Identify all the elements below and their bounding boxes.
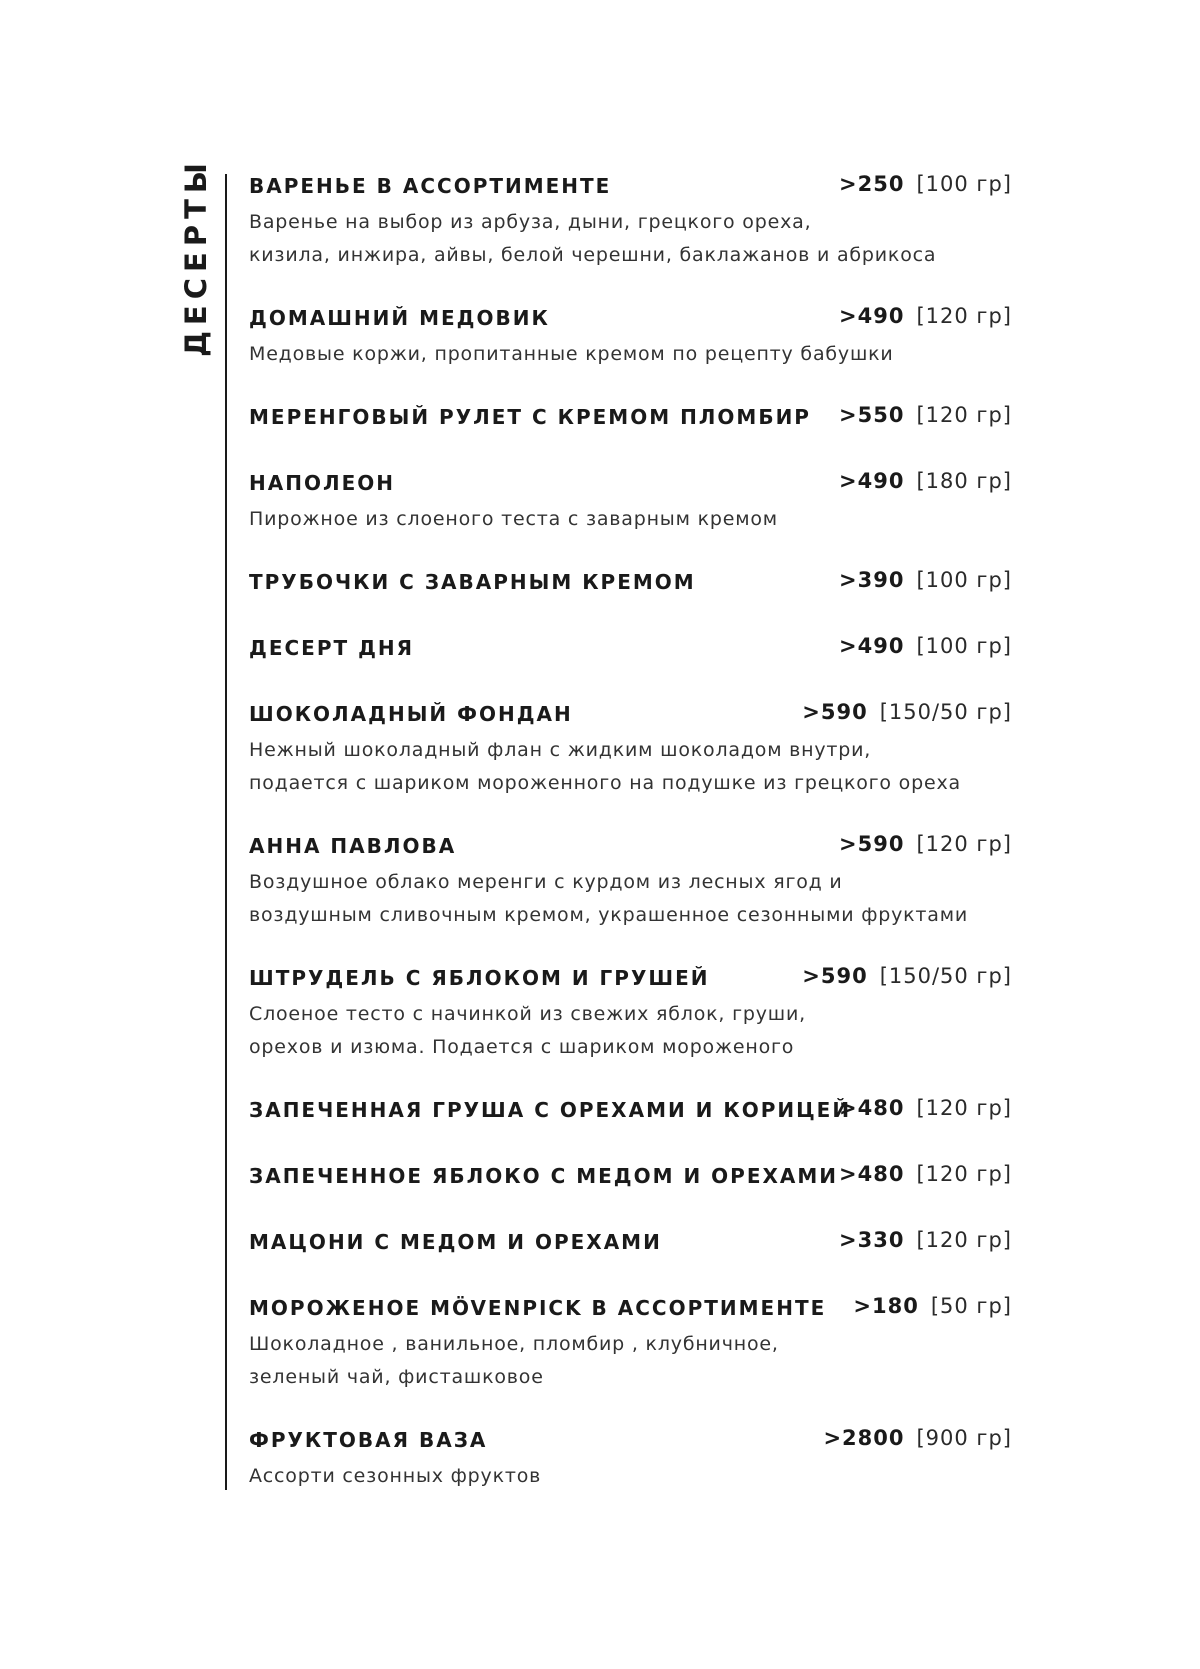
menu-item [249,401,1012,437]
menu-item-price: >390 [839,568,905,592]
menu-item [249,830,1012,932]
menu-item [249,1226,1012,1262]
menu-item-price: >550 [839,403,905,427]
menu-item-description: Шоколадное , ванильное, пломбир , клубничное, [249,1333,779,1355]
menu-item-description: зеленый чай, фисташковое [249,1366,544,1388]
menu-item [249,698,1012,800]
menu-item-price: >180 [853,1294,919,1318]
menu-item-price-group [839,469,1012,493]
menu-item-weight: [100 гр] [916,634,1012,658]
menu-item-price-group [853,1294,1012,1318]
menu-item-price: >490 [839,634,905,658]
menu-item-weight: [120 гр] [916,832,1012,856]
menu-item-header [249,1226,1012,1262]
menu-item-price-group [839,1162,1012,1186]
menu-item [249,170,1012,272]
menu-item [249,1292,1012,1394]
menu-item-price-group [839,172,1012,196]
menu-item-name: АННА ПАВЛОВА [249,834,457,858]
menu-item-description: кизила, инжира, айвы, белой черешни, баклажанов и абрикоса [249,244,937,266]
menu-item-header [249,1292,1012,1328]
menu-item-weight: [120 гр] [916,1096,1012,1120]
menu-item-weight: [120 гр] [916,304,1012,328]
menu-item-price: >480 [839,1162,905,1186]
menu-item-header [249,1424,1012,1460]
menu-item-price-group [839,1096,1012,1120]
menu-item-weight: [120 гр] [916,1228,1012,1252]
vertical-divider [225,174,227,1490]
menu-item-name: МОРОЖЕНОЕ MÖVENPICK В АССОРТИМЕНТЕ [249,1296,827,1320]
menu-item-header [249,962,1012,998]
menu-item-name: ЗАПЕЧЕННОЕ ЯБЛОКО С МЕДОМ И ОРЕХАМИ [249,1164,839,1188]
menu-item-header [249,467,1012,503]
menu-item-description: Ассорти сезонных фруктов [249,1465,542,1487]
menu-item-price: >250 [839,172,905,196]
menu-item-description: орехов и изюма. Подается с шариком мороженого [249,1036,795,1058]
menu-item-price: >480 [839,1096,905,1120]
menu-item-description: Варенье на выбор из арбуза, дыни, грецкого ореха, [249,211,812,233]
menu-item [249,1424,1012,1493]
menu-item-weight: [120 гр] [916,1162,1012,1186]
menu-item-header [249,698,1012,734]
menu-item-header [249,401,1012,437]
menu-item-description: Слоеное тесто с начинкой из свежих яблок, груши, [249,1003,806,1025]
menu-item-name: НАПОЛЕОН [249,471,395,495]
menu-item-price-group [802,700,1012,724]
menu-item-header [249,566,1012,602]
menu-item-header [249,830,1012,866]
menu-item-name: МЕРЕНГОВЫЙ РУЛЕТ С КРЕМОМ ПЛОМБИР [249,405,811,429]
section-title [176,157,216,357]
menu-item-price: >590 [802,964,868,988]
menu-item-name: ШТРУДЕЛЬ С ЯБЛОКОМ И ГРУШЕЙ [249,966,710,990]
menu-item-description: Медовые коржи, пропитанные кремом по рецепту бабушки [249,343,894,365]
menu-item-name: ФРУКТОВАЯ ВАЗА [249,1428,488,1452]
menu-item [249,566,1012,602]
menu-item-price: >490 [839,304,905,328]
menu-item [249,1094,1012,1130]
section-title-text: ДЕСЕРТЫ [179,157,214,357]
menu-item [249,302,1012,371]
menu-item-price: >590 [802,700,868,724]
menu-item-price: >590 [839,832,905,856]
menu-item-price-group [802,964,1012,988]
menu-item-header [249,632,1012,668]
menu-item [249,1160,1012,1196]
menu-item-header [249,170,1012,206]
menu-item-price-group [839,304,1012,328]
menu-item-price-group [839,1228,1012,1252]
menu-item-description: подается с шариком мороженного на подушке из грецкого ореха [249,772,961,794]
menu-item-weight: [100 гр] [916,568,1012,592]
menu-item-name: МАЦОНИ С МЕДОМ И ОРЕХАМИ [249,1230,662,1254]
menu-item-price: >330 [839,1228,905,1252]
menu-item-price: >490 [839,469,905,493]
menu-item-name: ДОМАШНИЙ МЕДОВИК [249,306,550,330]
menu-item [249,962,1012,1064]
menu-item-price-group [839,403,1012,427]
menu-item-description: Нежный шоколадный флан с жидким шоколадом внутри, [249,739,872,761]
menu-item-price-group [839,568,1012,592]
menu-item-description: Воздушное облако меренги с курдом из лесных ягод и [249,871,843,893]
menu-item [249,632,1012,668]
menu-item-weight: [100 гр] [916,172,1012,196]
menu-item-weight: [900 гр] [916,1426,1012,1450]
menu-item-name: ВАРЕНЬЕ В АССОРТИМЕНТЕ [249,174,612,198]
menu-item-name: ДЕСЕРТ ДНЯ [249,636,415,660]
menu-item-name: ШОКОЛАДНЫЙ ФОНДАН [249,702,573,726]
menu-item-weight: [180 гр] [916,469,1012,493]
menu-item-price-group [839,634,1012,658]
menu-item-weight: [50 гр] [930,1294,1012,1318]
menu-item-weight: [120 гр] [916,403,1012,427]
menu-item-description: Пирожное из слоеного теста с заварным кремом [249,508,778,530]
menu-item-weight: [150/50 гр] [879,700,1012,724]
menu-item-header [249,1094,1012,1130]
menu-item-name: ЗАПЕЧЕННАЯ ГРУША С ОРЕХАМИ И КОРИЦЕЙ [249,1098,852,1122]
menu-item-price: >2800 [823,1426,905,1450]
menu-item-header [249,302,1012,338]
menu-item-price-group [823,1426,1012,1450]
menu-item-description: воздушным сливочным кремом, украшенное сезонными фруктами [249,904,969,926]
menu-item-price-group [839,832,1012,856]
menu-item-header [249,1160,1012,1196]
menu-item-name: ТРУБОЧКИ С ЗАВАРНЫМ КРЕМОМ [249,570,696,594]
menu-item-weight: [150/50 гр] [879,964,1012,988]
menu-item [249,467,1012,536]
